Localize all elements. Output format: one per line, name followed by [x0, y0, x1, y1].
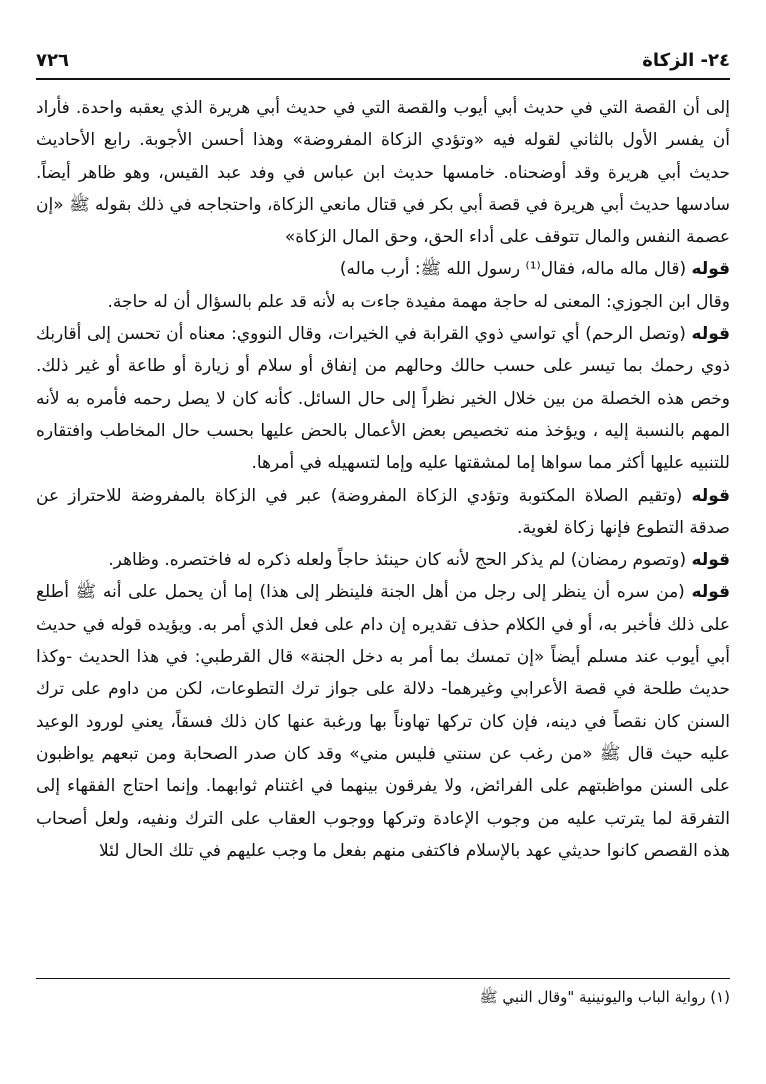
paragraph-text: (من سره أن ينظر إلى رجل من أهل الجنة فلينظر إلى هذا) إما أن يحمل على أنه ﷺ أطلع على ذلك فأخبر به، أو في الكلام حذف تقديره إن دام على فعل الذي أمر به. ويؤيده قوله في حديث أبي أيوب عند مسلم أيضاً «إن تمسك بما أمر به دخل الجنة» قال القرطبي: في هذا الحديث -وكذا حديث طلحة في قصة الأعرابي وغيرهما- دلالة على جواز ترك التطوعات، لكن من داوم على ترك السنن كان نقصاً في دينه، فإن كان تركها تهاوناً بها ورغبة عنها كان ذلك فسقاً، يعني لورود الوعيد عليه حيث قال ﷺ «من رغب عن سنتي فليس مني» وقد كان صدر الصحابة ومن تبعهم يواظبون على السنن مواظبتهم على الفرائض، ولا يفرقون بينهما في اغتنام ثوابهما. وإنما احتاج الفقهاء إلى التفرقة لما يترتب عليه من وجوب الإعادة وتركها ووجوب العقاب على الترك ونفيه، ولعل أصحاب هذه القصص كانوا حديثي عهد بالإسلام فاكتفى منهم بفعل ما وجب عليهم في تلك الحال لئلا: [36, 582, 730, 861]
paragraph-text: (قال ماله ماله، فقال⁽¹⁾ رسول الله ﷺ: أرب ماله): [339, 259, 692, 280]
keyword-qawluhu: قوله: [691, 485, 730, 506]
paragraph: [36, 92, 730, 253]
paragraph-text: وقال ابن الجوزي: المعنى له حاجة مهمة مفيدة جاءت به لأنه قد علم بالسؤال أن له حاجة.: [107, 291, 730, 312]
paragraph: [36, 318, 730, 479]
footnote-divider: [36, 978, 730, 979]
paragraph: [36, 286, 730, 318]
page-header: [36, 44, 730, 80]
paragraph: [36, 480, 730, 545]
running-title: ٢٤- الزكاة: [642, 50, 730, 71]
page-number: ٧٢٦: [36, 50, 69, 71]
paragraph: [36, 576, 730, 867]
keyword-qawluhu: قوله: [691, 324, 730, 345]
paragraph-text: (وتصل الرحم) أي تواسي ذوي القرابة في الخيرات، وقال النووي: معناه أن تحسن إلى أقاربك ذوي رحمك بما تيسر على حسب حالك وحالهم من إنفاق أو سلام أو زيارة أو طاعة أو غير ذلك. وخص هذه الخصلة من بين خلال الخير نظراً إلى حال السائل. كأنه كان لا يصل رحمه فأمره به لأنه المهم بالنسبة إليه ، ويؤخذ منه تخصيص بعض الأعمال بالحض عليها بحسب حال المخاطب وافتقاره للتنبيه عليها أكثر مما سواها إما لمشقتها عليه وإما لتسهيله في أمرها.: [36, 324, 730, 474]
paragraph: [36, 253, 730, 285]
paragraph-text: (وتقيم الصلاة المكتوبة وتؤدي الزكاة المفروضة) عبر في الزكاة بالمفروضة للاحتراز عن صدقة التطوع فإنها زكاة لغوية.: [36, 485, 730, 538]
keyword-qawluhu: قوله: [691, 582, 730, 603]
paragraph-text: إلى أن القصة التي في حديث أبي أيوب والقصة التي في حديث أبي هريرة الذي يعقبه واحدة. فأراد أن يفسر الأول بالثاني لقوله فيه «وتؤدي الزكاة المفروضة» وهذا أحسن الأجوبة. رابع الأحاديث حديث أبي هريرة وقد أوضحناه. خامسها حديث ابن عباس في وفد عبد القيس، وهو ظاهر أيضاً. سادسها حديث أبي هريرة في قصة أبي بكر في قتال مانعي الزكاة، واحتجاجه في ذلك بقوله ﷺ «إن عصمة النفس والمال تتوقف على أداء الحق، وحق المال الزكاة»: [36, 98, 730, 248]
main-text: [36, 92, 730, 867]
keyword-qawluhu: قوله: [691, 550, 730, 571]
footnote: (١) رواية الباب واليونينية "وقال النبي ﷺ: [479, 988, 730, 1006]
keyword-qawluhu: قوله: [691, 259, 730, 280]
paragraph-text: (وتصوم رمضان) لم يذكر الحج لأنه كان حينئذ حاجاً ولعله ذكره له فاختصره. وظاهر.: [108, 550, 692, 571]
paragraph: [36, 544, 730, 576]
